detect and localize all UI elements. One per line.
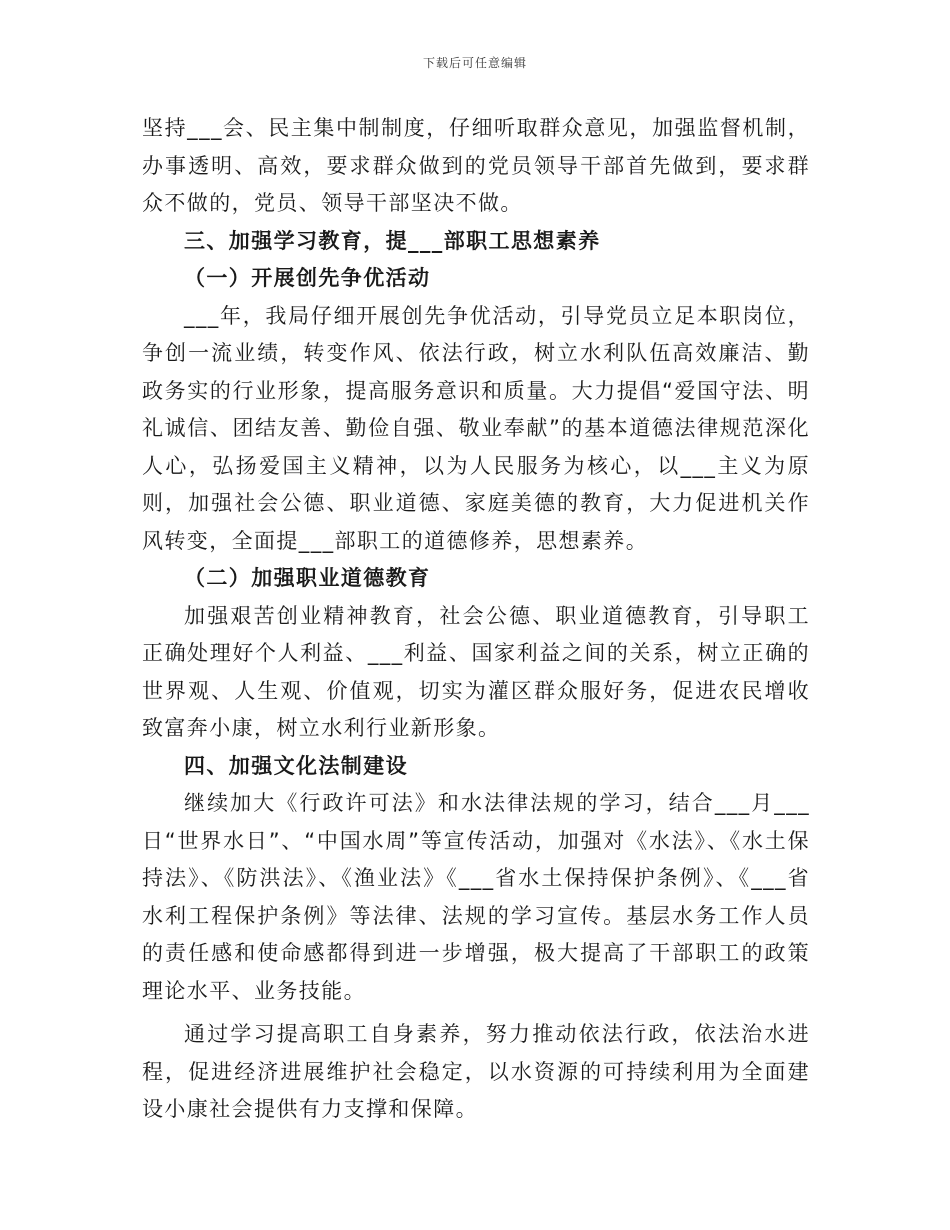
paragraph: 坚持___会、民主集中制制度，仔细听取群众意见，加强监督机制，办事透明、高效，要求群众做到的党员领导干部首先做到，要求群众不做的，党员、领导干部坚决不做。: [142, 116, 810, 215]
paragraph: 加强艰苦创业精神教育，社会公德、职业道德教育，引导职工正确处理好个人利益、___利益、国家利益之间的关系，树立正确的世界观、人生观、价值观，切实为灌区群众服好务，促进农民增收致富奔小康，树立水利行业新形象。: [142, 603, 810, 740]
section-heading: 四、加强文化法制建设: [184, 753, 408, 778]
page-header: 下载后可任意编辑: [422, 56, 527, 70]
paragraph: 通过学习提高职工自身素养，努力推动依法行政，依法治水进程，促进经济进展维护社会稳定，以水资源的可持续利用为全面建设小康社会提供有力支撑和保障。: [142, 1022, 810, 1121]
document-body: [142, 110, 810, 1129]
paragraph: ___年，我局仔细开展创先争优活动，引导党员立足本职岗位，争创一流业绩，转变作风、依法行政，树立水利队伍高效廉洁、勤政务实的行业形象，提高服务意识和质量。大力提倡“爱国守法、明礼诚信、团结友善、勤俭自强、敬业奉献”的基本道德法律规范深化人心，弘扬爱国主义精神，以为人民服务为核心，以___主义为原则，加强社会公德、职业道德、家庭美德的教育，大力促进机关作风转变，全面提___部职工的道德修养，思想素养。: [142, 303, 810, 553]
subsection-heading: （二）加强职业道德教育: [184, 566, 431, 590]
section-heading: 三、加强学习教育，提___部职工思想素养: [184, 228, 601, 253]
paragraph: 继续加大《行政许可法》和水法律法规的学习，结合___月___日“世界水日”、“中国水周”等宣传活动，加强对《水法》、《水土保持法》、《防洪法》、《渔业法》《___省水土保持保护条例》、《___省水利工程保护条例》等法律、法规的学习宣传。基层水务工作人员的责任感和使命感都得到进一步增强，极大提高了干部职工的政策理论水平、业务技能。: [142, 791, 810, 1003]
subsection-heading: （一）开展创先争优活动: [184, 266, 431, 290]
